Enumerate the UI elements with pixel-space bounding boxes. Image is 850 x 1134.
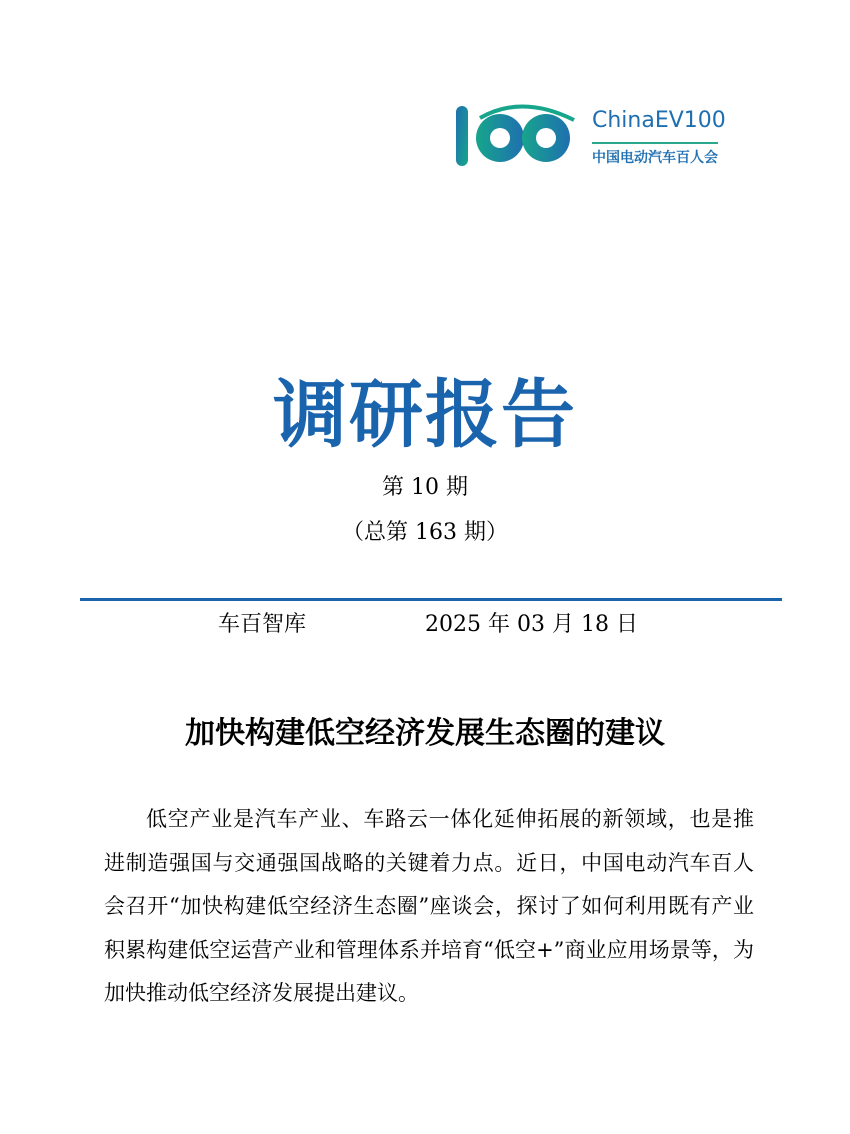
ev100-logo-mark-icon xyxy=(452,100,584,172)
publish-date: 2025 年 03 月 18 日 xyxy=(425,612,638,637)
chinaev100-logo xyxy=(452,100,752,172)
issue-number: 第 10 期 xyxy=(382,475,468,500)
report-type-heading: 调研报告 xyxy=(273,372,577,458)
article-paragraph: 低空产业是汽车产业、车路云一体化延伸拓展的新领域，也是推进制造强国与交通强国战略的关键着力点。近日，中国电动汽车百人会召开“加快构建低空经济生态圈”座谈会，探讨了如何利用既有产业积累构建低空运营产业和管理体系并培育“低空+”商业应用场景等，为加快推动低空经济发展提出建议。 xyxy=(104,807,754,1005)
logo-brand-chinese: 中国电动汽车百人会 xyxy=(592,142,718,167)
header-divider xyxy=(80,598,782,601)
total-issue-number: （总第 163 期） xyxy=(342,520,508,545)
publisher-name: 车百智库 xyxy=(218,612,307,637)
article-title: 加快构建低空经济发展生态圈的建议 xyxy=(185,716,665,751)
logo-brand-english: ChinaEV100 xyxy=(592,108,726,133)
